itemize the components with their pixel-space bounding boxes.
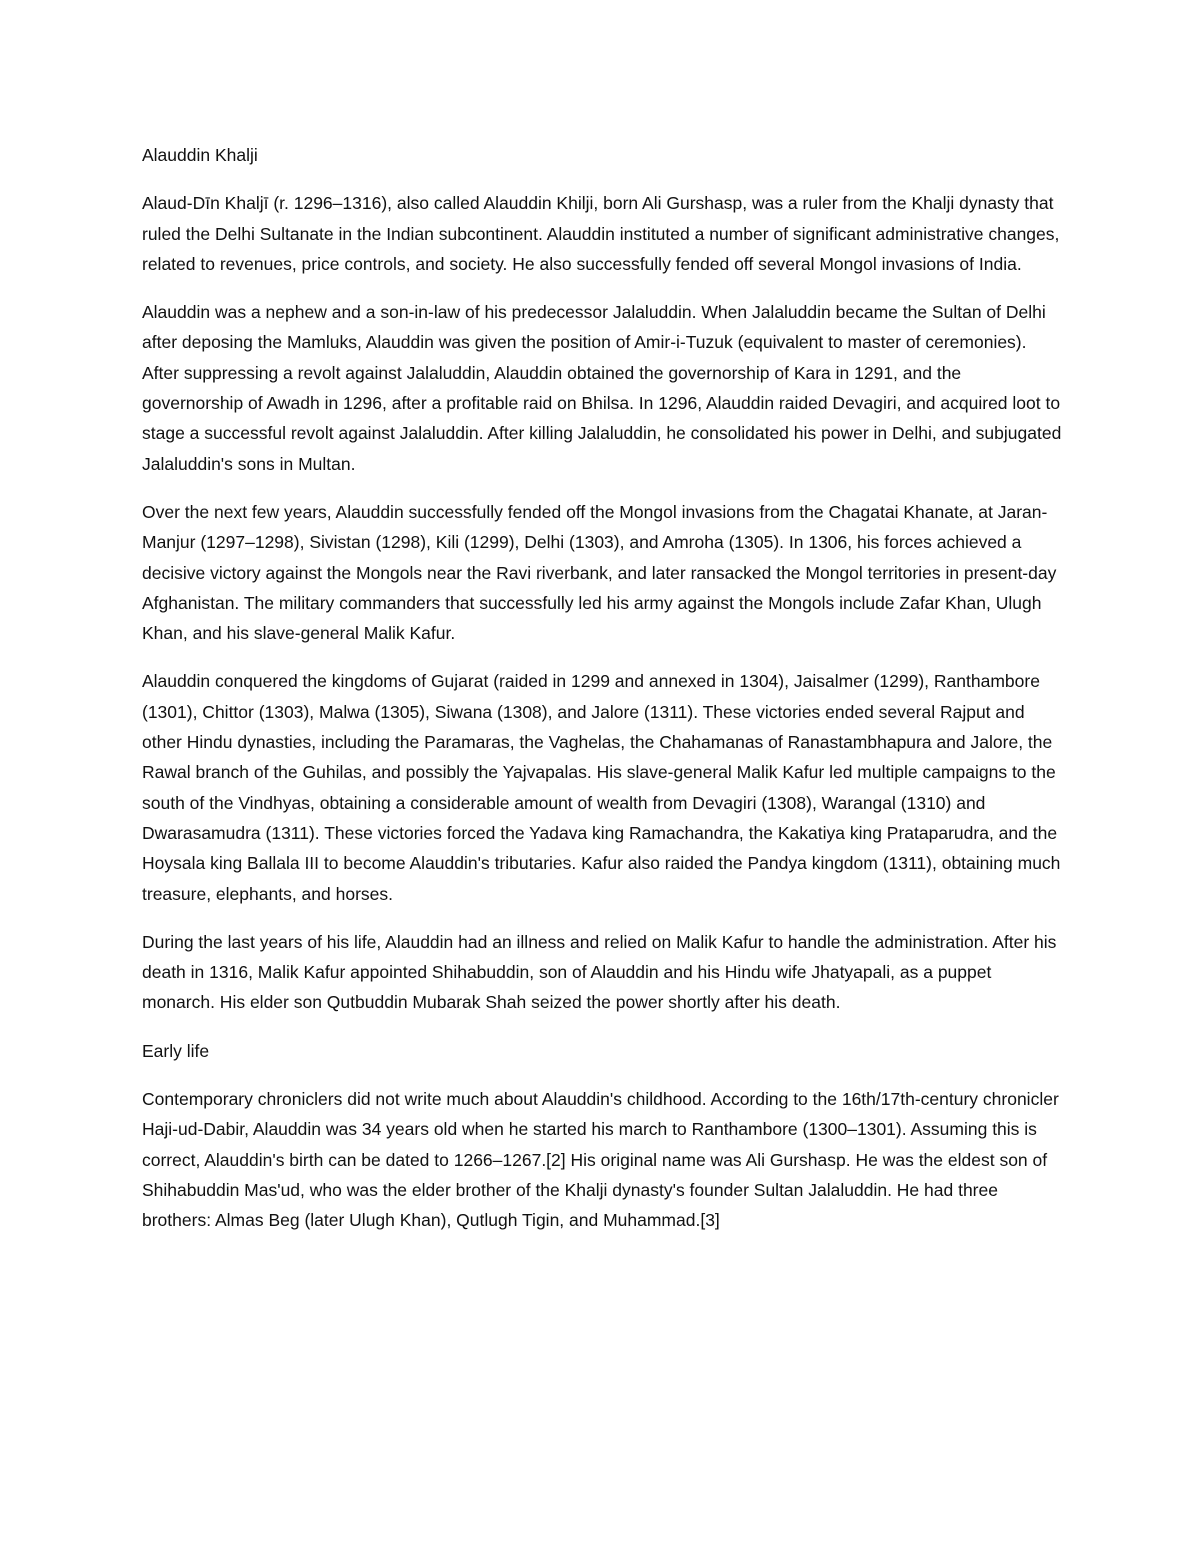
paragraph-mongol-invasions: Over the next few years, Alauddin successfully fended off the Mongol invasions from the Chagatai Khanate, at Jaran-Manjur (1297–1298), Sivistan (1298), Kili (1299), Delhi (1303), and Amroha (1305). In 1306, his forces achieved a decisive victory against the Mongols near the Ravi riverbank, and later ransacked the Mongol territories in present-day Afghanistan. The military commanders that successfully led his army against the Mongols include Zafar Khan, Ulugh Khan, and his slave-general Malik Kafur. <box>142 501 1057 644</box>
paragraph-early-life: Contemporary chroniclers did not write much about Alauddin's childhood. According to the 16th/17th-century chronicler Haji-ud-Dabir, Alauddin was 34 years old when he started his march to Ranthambore (1300–1301). Assuming this is correct, Alauddin's birth can be dated to 1266–1267.[2] His original name was Ali Gurshasp. He was the eldest son of Shihabuddin Mas'ud, who was the elder brother of the Khalji dynasty's founder Sultan Jalaluddin. He had three brothers: Almas Beg (later Ulugh Khan), Qutlugh Tigin, and Muhammad.[3] <box>142 1089 1059 1231</box>
paragraph-last-years: During the last years of his life, Alauddin had an illness and relied on Malik Kafur to handle the administration. After his death in 1316, Malik Kafur appointed Shihabuddin, son of Alauddin and his Hindu wife Jhatyapali, as a puppet monarch. His elder son Qutbuddin Mubarak Shah seized the power shortly after his death. <box>142 931 1057 1013</box>
document-title: Alauddin Khalji <box>142 145 258 165</box>
paragraph-early-career: Alauddin was a nephew and a son-in-law of his predecessor Jalaluddin. When Jalaluddin became the Sultan of Delhi after deposing the Mamluks, Alauddin was given the position of Amir-i-Tuzuk (equivalent to master of ceremonies). After suppressing a revolt against Jalaluddin, Alauddin obtained the governorship of Kara in 1291, and the governorship of Awadh in 1296, after a profitable raid on Bhilsa. In 1296, Alauddin raided Devagiri, and acquired loot to stage a successful revolt against Jalaluddin. After killing Jalaluddin, he consolidated his power in Delhi, and subjugated Jalaluddin's sons in Multan. <box>142 302 1062 474</box>
document-page <box>142 140 1062 1254</box>
paragraph-conquests: Alauddin conquered the kingdoms of Gujarat (raided in 1299 and annexed in 1304), Jaisalmer (1299), Ranthambore (1301), Chittor (1303), Malwa (1305), Siwana (1308), and Jalore (1311). These victories ended several Rajput and other Hindu dynasties, including the Paramaras, the Vaghelas, the Chahamanas of Ranastambhapura and Jalore, the Rawal branch of the Guhilas, and possibly the Yajvapalas. His slave-general Malik Kafur led multiple campaigns to the south of the Vindhyas, obtaining a considerable amount of wealth from Devagiri (1308), Warangal (1310) and Dwarasamudra (1311). These victories forced the Yadava king Ramachandra, the Kakatiya king Prataparudra, and the Hoysala king Ballala III to become Alauddin's tributaries. Kafur also raided the Pandya kingdom (1311), obtaining much treasure, elephants, and horses. <box>142 671 1061 904</box>
paragraph-intro: Alaud-Dīn Khaljī (r. 1296–1316), also called Alauddin Khilji, born Ali Gurshasp, was a ruler from the Khalji dynasty that ruled the Delhi Sultanate in the Indian subcontinent. Alauddin instituted a number of significant administrative changes, related to revenues, price controls, and society. He also successfully fended off several Mongol invasions of India. <box>142 193 1060 274</box>
section-heading-early-life: Early life <box>142 1040 210 1061</box>
